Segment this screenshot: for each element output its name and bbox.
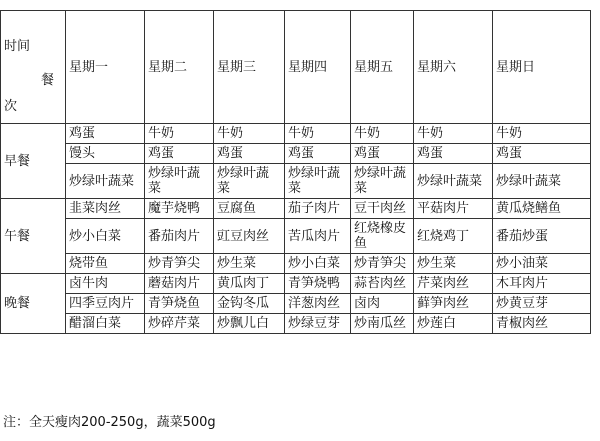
day-header: 星期六	[414, 11, 493, 124]
corner-order-label: 次	[4, 99, 18, 114]
dish-cell: 蘑菇肉片	[145, 274, 214, 294]
day-header: 星期日	[493, 11, 591, 124]
dish-cell: 苦瓜肉片	[285, 219, 351, 254]
dish-cell: 番茄肉片	[145, 219, 214, 254]
dish-cell: 番茄炒蛋	[493, 219, 591, 254]
dish-cell: 黄瓜烧鳝鱼	[493, 199, 591, 219]
dish-cell: 青笋烧鸭	[285, 274, 351, 294]
day-header: 星期五	[351, 11, 414, 124]
dish-cell: 炒飘儿白	[214, 314, 285, 334]
dish-cell: 牛奶	[145, 124, 214, 144]
dish-cell: 炒绿叶蔬菜	[285, 164, 351, 199]
dish-cell: 炒绿叶蔬菜	[145, 164, 214, 199]
dish-cell: 牛奶	[214, 124, 285, 144]
dish-cell: 炒绿叶蔬菜	[351, 164, 414, 199]
dish-cell: 鸡蛋	[145, 144, 214, 164]
dish-cell: 茄子肉片	[285, 199, 351, 219]
dish-cell: 炒绿叶蔬菜	[66, 164, 145, 199]
dish-cell: 炒小白菜	[66, 219, 145, 254]
day-header: 星期三	[214, 11, 285, 124]
dish-cell: 炒生菜	[414, 254, 493, 274]
dish-cell: 黄瓜肉丁	[214, 274, 285, 294]
dish-cell: 鸡蛋	[66, 124, 145, 144]
dish-cell: 魔芋烧鸭	[145, 199, 214, 219]
dish-cell: 炒小油菜	[493, 254, 591, 274]
dish-cell: 金钩冬瓜	[214, 294, 285, 314]
dish-cell: 平菇肉片	[414, 199, 493, 219]
table-row	[1, 199, 591, 219]
dish-cell: 青笋烧鱼	[145, 294, 214, 314]
table-row	[1, 144, 591, 164]
dish-cell: 醋溜白菜	[66, 314, 145, 334]
day-header: 星期二	[145, 11, 214, 124]
table-row	[1, 314, 591, 334]
dish-cell: 鸡蛋	[414, 144, 493, 164]
dish-cell: 炒莲白	[414, 314, 493, 334]
meal-name-lunch: 午餐	[1, 199, 66, 274]
dish-cell: 蒜苔肉丝	[351, 274, 414, 294]
dish-cell: 牛奶	[351, 124, 414, 144]
dish-cell: 牛奶	[414, 124, 493, 144]
dish-cell: 青椒肉丝	[493, 314, 591, 334]
dish-cell: 四季豆肉片	[66, 294, 145, 314]
dish-cell: 洋葱肉丝	[285, 294, 351, 314]
dish-cell: 藓笋肉丝	[414, 294, 493, 314]
dish-cell: 炒青笋尖	[145, 254, 214, 274]
dish-cell: 芹菜肉丝	[414, 274, 493, 294]
table-row	[1, 219, 591, 254]
dish-cell: 卤牛肉	[66, 274, 145, 294]
day-header: 星期一	[66, 11, 145, 124]
dish-cell: 豇豆肉丝	[214, 219, 285, 254]
dish-cell: 牛奶	[493, 124, 591, 144]
dish-cell: 炒绿叶蔬菜	[414, 164, 493, 199]
table-row	[1, 274, 591, 294]
table-row	[1, 254, 591, 274]
dish-cell: 鸡蛋	[285, 144, 351, 164]
dish-cell: 豆干肉丝	[351, 199, 414, 219]
dish-cell: 炒绿豆芽	[285, 314, 351, 334]
weekly-meal-table	[0, 10, 591, 334]
dish-cell: 鸡蛋	[493, 144, 591, 164]
meal-name-dinner: 晚餐	[1, 274, 66, 334]
footnote: 注：全天瘦肉200-250g，蔬菜500g	[3, 415, 216, 430]
corner-time-label: 时间	[4, 39, 31, 54]
dish-cell: 红烧鸡丁	[414, 219, 493, 254]
dish-cell: 炒黄豆芽	[493, 294, 591, 314]
dish-cell: 韭菜肉丝	[66, 199, 145, 219]
meal-name-breakfast: 早餐	[1, 124, 66, 199]
dish-cell: 馒头	[66, 144, 145, 164]
dish-cell: 炒生菜	[214, 254, 285, 274]
dish-cell: 烧带鱼	[66, 254, 145, 274]
dish-cell: 鸡蛋	[351, 144, 414, 164]
dish-cell: 炒绿叶蔬菜	[493, 164, 591, 199]
table-row	[1, 164, 591, 199]
dish-cell: 炒南瓜丝	[351, 314, 414, 334]
table-row	[1, 294, 591, 314]
corner-meal-label: 餐	[41, 73, 55, 88]
dish-cell: 牛奶	[285, 124, 351, 144]
day-header: 星期四	[285, 11, 351, 124]
dish-cell: 鸡蛋	[214, 144, 285, 164]
dish-cell: 炒碎芹菜	[145, 314, 214, 334]
table-row	[1, 124, 591, 144]
dish-cell: 木耳肉片	[493, 274, 591, 294]
header-row	[1, 11, 591, 124]
dish-cell: 炒青笋尖	[351, 254, 414, 274]
dish-cell: 炒小白菜	[285, 254, 351, 274]
dish-cell: 炒绿叶蔬菜	[214, 164, 285, 199]
dish-cell: 豆腐鱼	[214, 199, 285, 219]
dish-cell: 红烧橡皮鱼	[351, 219, 414, 254]
corner-cell	[1, 11, 66, 124]
dish-cell: 卤肉	[351, 294, 414, 314]
